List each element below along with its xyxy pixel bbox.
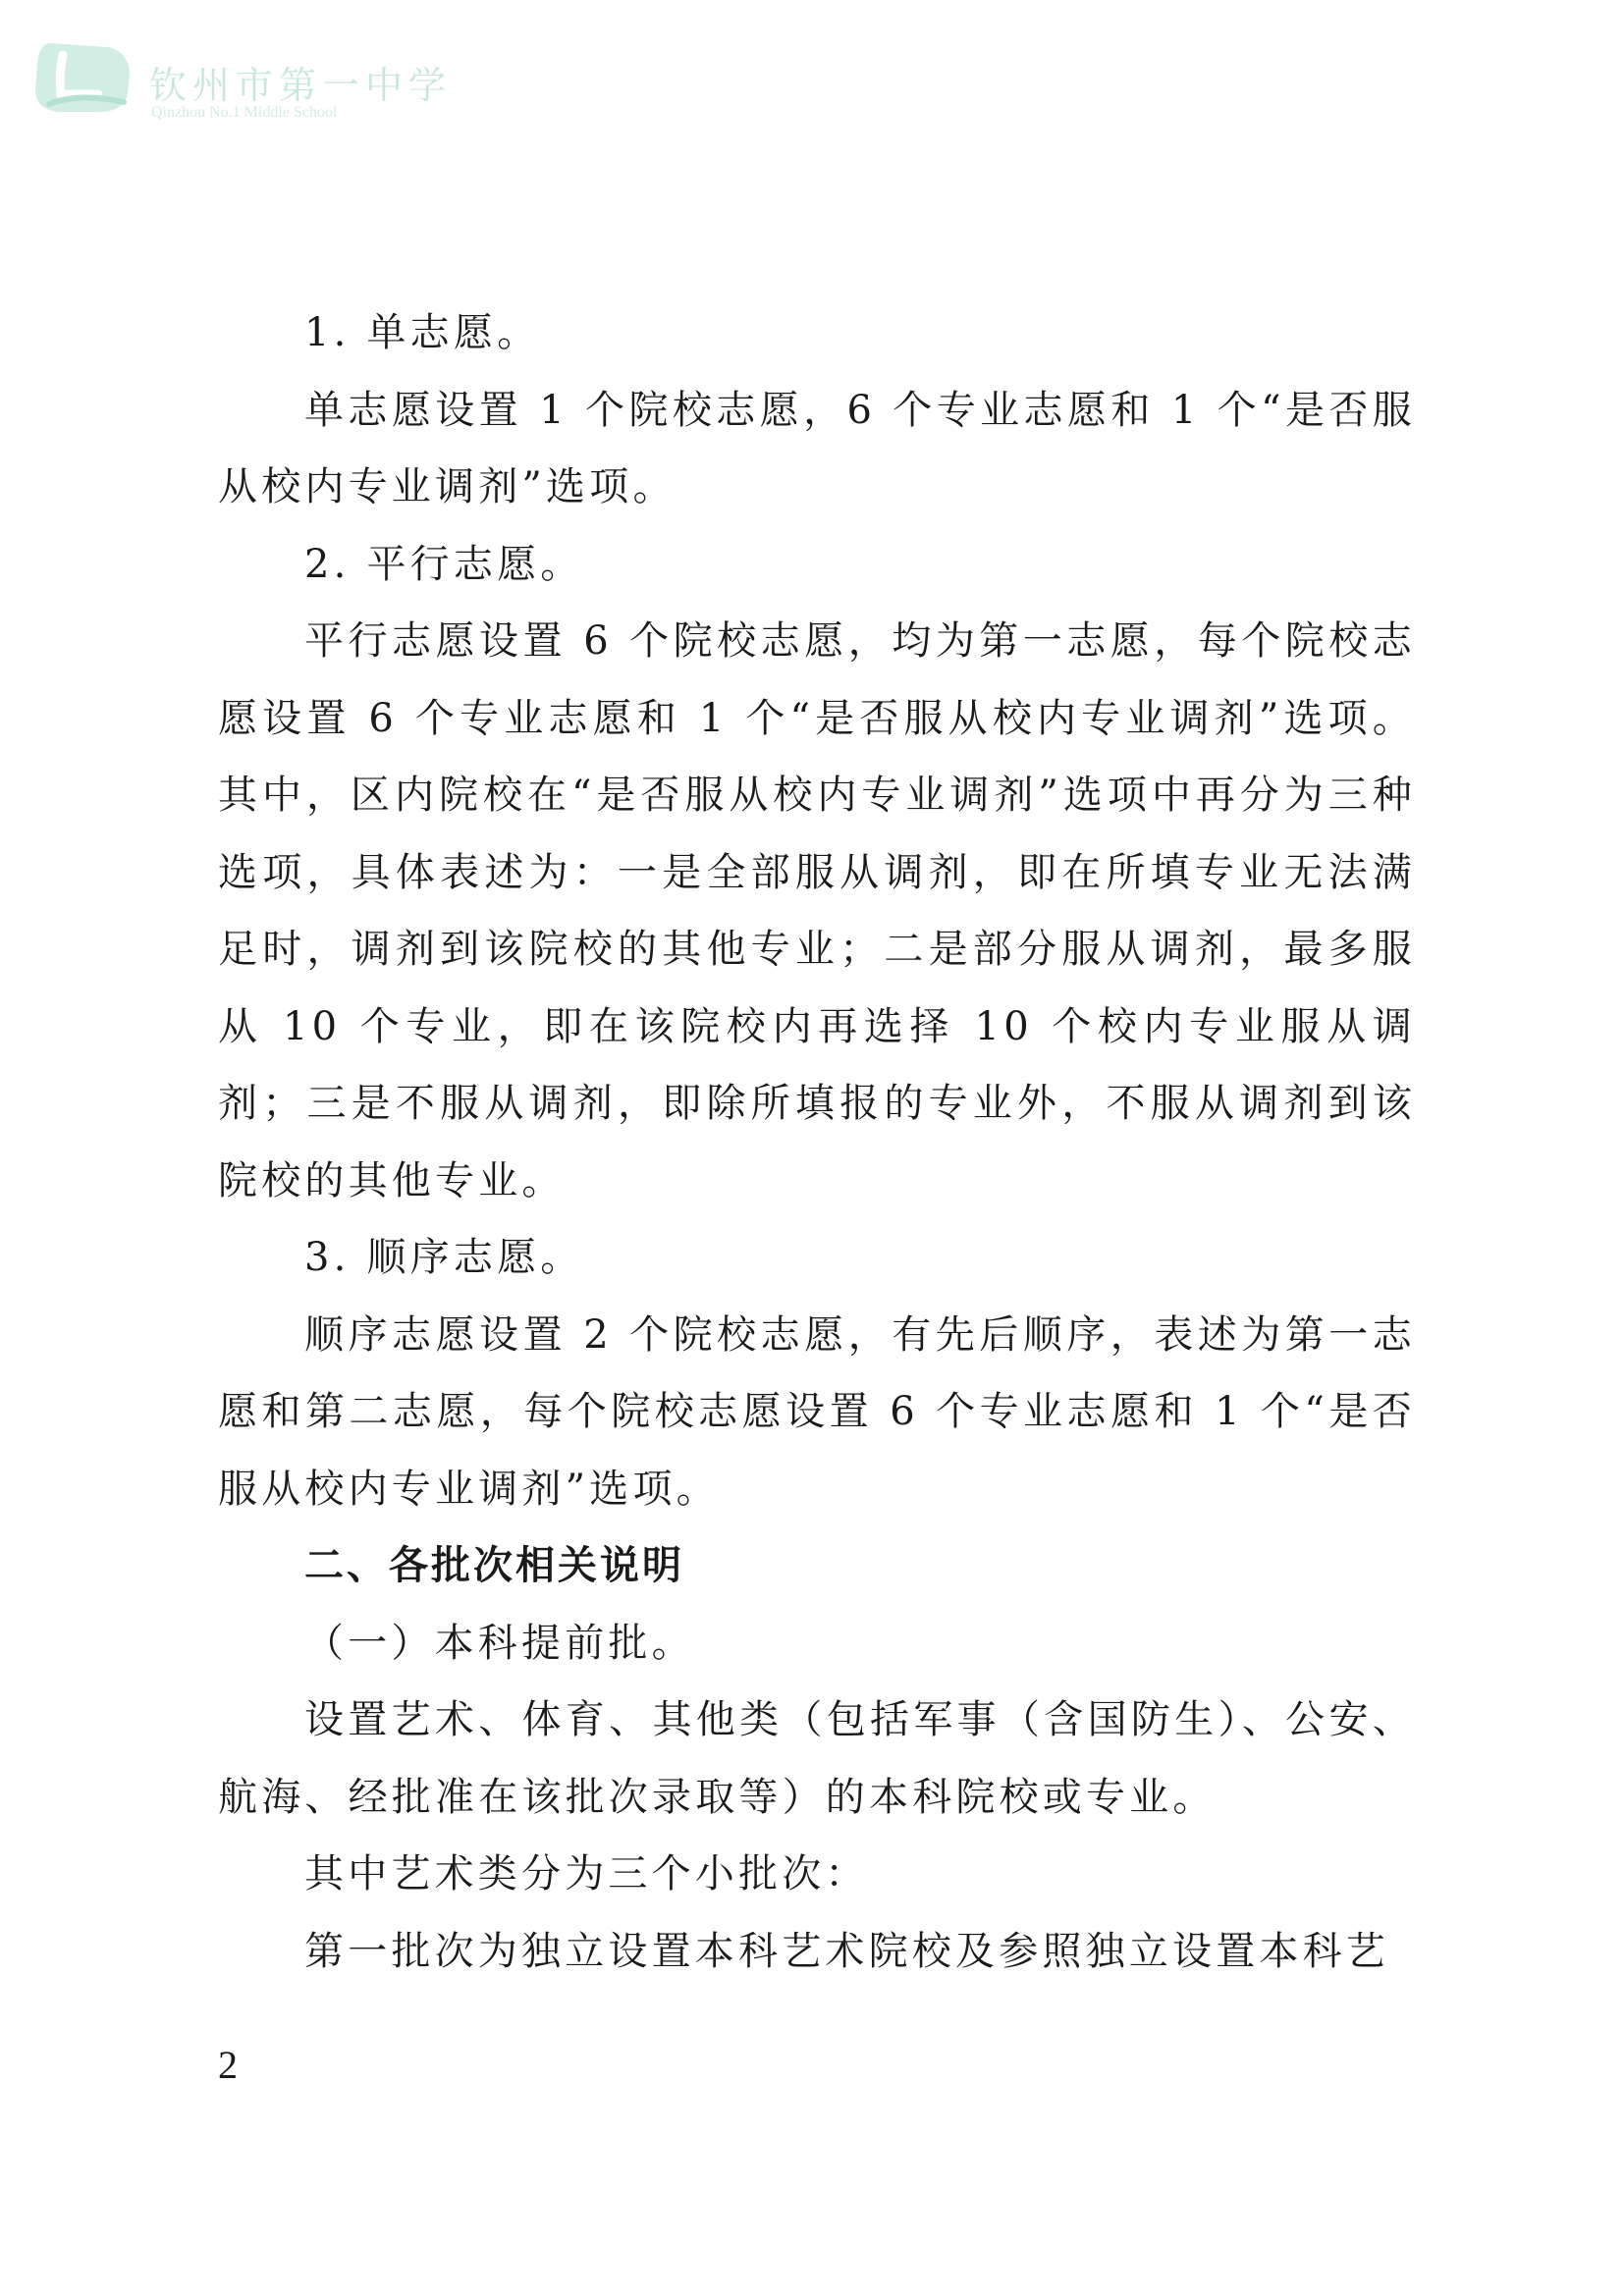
school-logo: [29, 33, 453, 122]
school-name-en: Qinzhou No.1 Middle School: [151, 104, 338, 121]
document-body: [218, 294, 1416, 1990]
subheading-early-batch: （一）本科提前批。: [304, 1620, 695, 1666]
paragraph-art-subbatches: 其中艺术类分为三个小批次：: [304, 1851, 869, 1896]
school-name-cn: 钦州市第一中学: [149, 64, 453, 107]
subheading-single-choice: 1. 单志愿。: [304, 310, 541, 355]
subheading-sequential-choice: 3. 顺序志愿。: [304, 1235, 584, 1280]
paragraph-parallel-choice: 平行志愿设置 6 个院校志愿，均为第一志愿，每个院校志愿设置 6 个专业志愿和 1 个“是否服从校内专业调剂”选项。其中，区内院校在“是否服从校内专业调剂”选项中再分为三种选项，具体表述为：一是全部服从调剂，即在所填专业无法满足时，调剂到该院校的其他专业；二是部分服从调剂，最多服从 10 个专业，即在该院校内再选择 10 个校内专业服从调剂；三是不服从调剂，即除所填报的专业外，不服从调剂到该院校的其他专业。: [218, 618, 1416, 1203]
paragraph-first-subbatch: 第一批次为独立设置本科艺术院校及参照独立设置本科艺: [304, 1928, 1389, 1974]
page-number: 2: [218, 2043, 238, 2087]
school-emblem-icon: [29, 33, 137, 122]
section-heading-batches: 二、各批次相关说明: [304, 1543, 684, 1588]
paragraph-single-choice: 单志愿设置 1 个院校志愿，6 个专业志愿和 1 个“是否服从校内专业调剂”选项。: [218, 387, 1416, 509]
paragraph-sequential-choice: 顺序志愿设置 2 个院校志愿，有先后顺序，表述为第一志愿和第二志愿，每个院校志愿设置 6 个专业志愿和 1 个“是否服从校内专业调剂”选项。: [218, 1311, 1416, 1512]
subheading-parallel-choice: 2. 平行志愿。: [304, 541, 584, 587]
paragraph-early-batch: 设置艺术、体育、其他类（包括军事（含国防生）、公安、航海、经批准在该批次录取等）的本科院校或专业。: [218, 1697, 1416, 1820]
